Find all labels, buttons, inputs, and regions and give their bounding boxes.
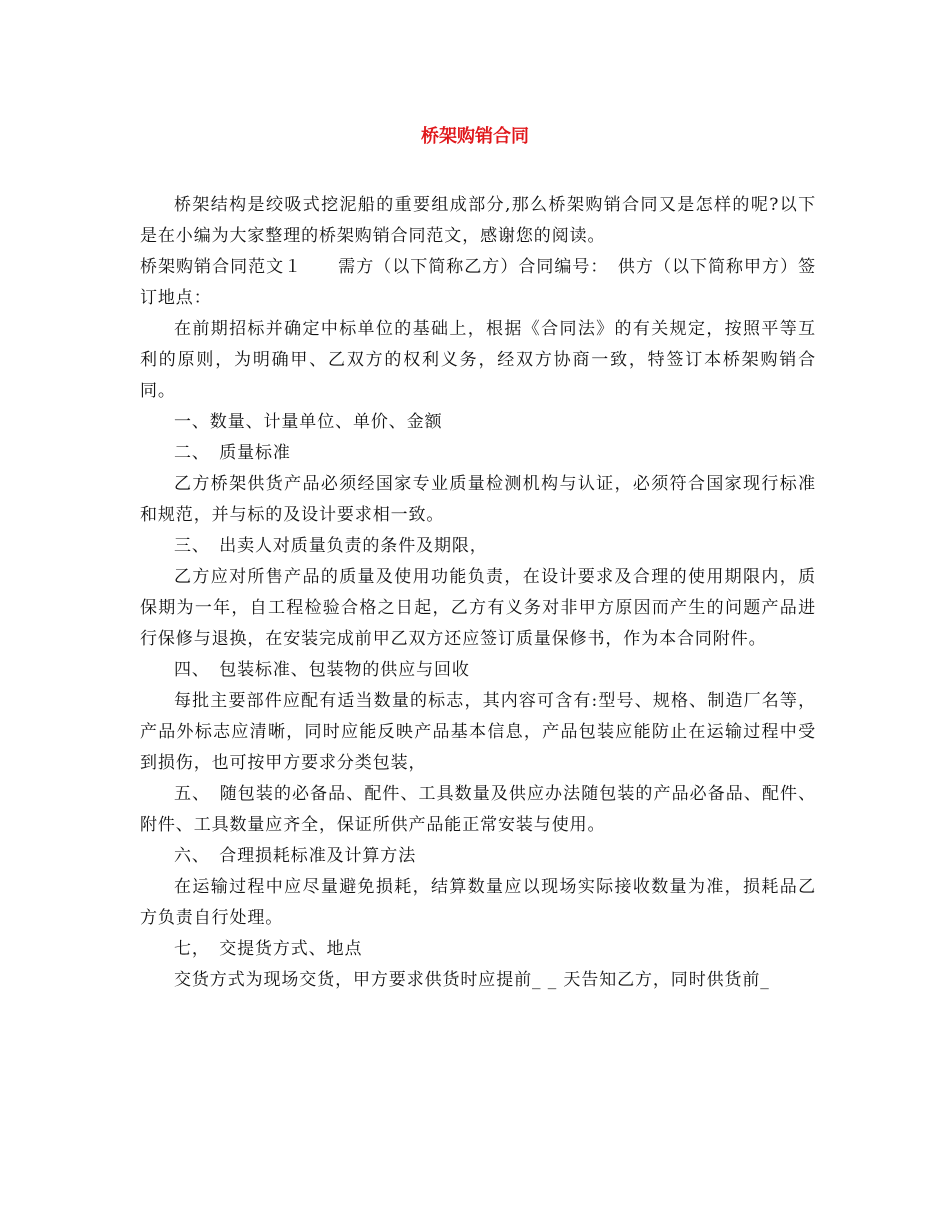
document-body bbox=[140, 190, 816, 996]
paragraph-quality-responsibility: 乙方应对所售产品的质量及使用功能负责，在设计要求及合理的使用期限内，质保期为一年，自工程检验合格之日起，乙方有义务对非甲方原因而产生的问题产品进行保修与退换，在安装完成前甲乙双方还应签订质量保修书，作为本合同附件。 bbox=[140, 567, 816, 649]
paragraph-preamble: 在前期招标并确定中标单位的基础上，根据《合同法》的有关规定，按照平等互利的原则，为明确甲、乙双方的权利义务，经双方协商一致，特签订本桥架购销合同。 bbox=[140, 319, 816, 401]
document-title: 桥架购销合同 bbox=[421, 126, 529, 147]
section-heading-2: 二、 质量标准 bbox=[174, 443, 291, 463]
paragraph-intro: 桥架结构是绞吸式挖泥船的重要组成部分,那么桥架购销合同又是怎样的呢?以下是在小编为大家整理的桥架购销合同范文，感谢您的阅读。 bbox=[140, 195, 816, 246]
section-heading-7: 七， 交提货方式、地点 bbox=[174, 939, 363, 959]
paragraph-loss: 在运输过程中应尽量避免损耗，结算数量应以现场实际接收数量为准，损耗品乙方负责自行处理。 bbox=[140, 877, 816, 928]
section-heading-5: 五、 随包装的必备品、配件、工具数量及供应办法随包装的产品必备品、配件、附件、工具数量应齐全，保证所供产品能正常安装与使用。 bbox=[140, 784, 816, 835]
paragraph-packaging: 每批主要部件应配有适当数量的标志，其内容可含有:型号、规格、制造厂名等，产品外标志应清晰，同时应能反映产品基本信息，产品包装应能防止在运输过程中受到损伤，也可按甲方要求分类包装， bbox=[140, 691, 816, 773]
paragraph-contract-header: 桥架购销合同范文１ 需方（以下简称乙方）合同编号： 供方（以下简称甲方）签订地点： bbox=[140, 257, 816, 308]
section-heading-4: 四、 包装标准、包装物的供应与回收 bbox=[174, 660, 470, 680]
paragraph-quality-standard: 乙方桥架供货产品必须经国家专业质量检测机构与认证，必须符合国家现行标准和规范，并与标的及设计要求相一致。 bbox=[140, 474, 816, 525]
section-heading-1: 一、数量、计量单位、单价、金额 bbox=[174, 412, 443, 432]
paragraph-delivery: 交货方式为现场交货，甲方要求供货时应提前_ _ 天告知乙方，同时供货前_ bbox=[174, 970, 770, 990]
section-heading-3: 三、 出卖人对质量负责的条件及期限， bbox=[174, 536, 488, 556]
section-heading-6: 六、 合理损耗标准及计算方法 bbox=[174, 846, 417, 866]
